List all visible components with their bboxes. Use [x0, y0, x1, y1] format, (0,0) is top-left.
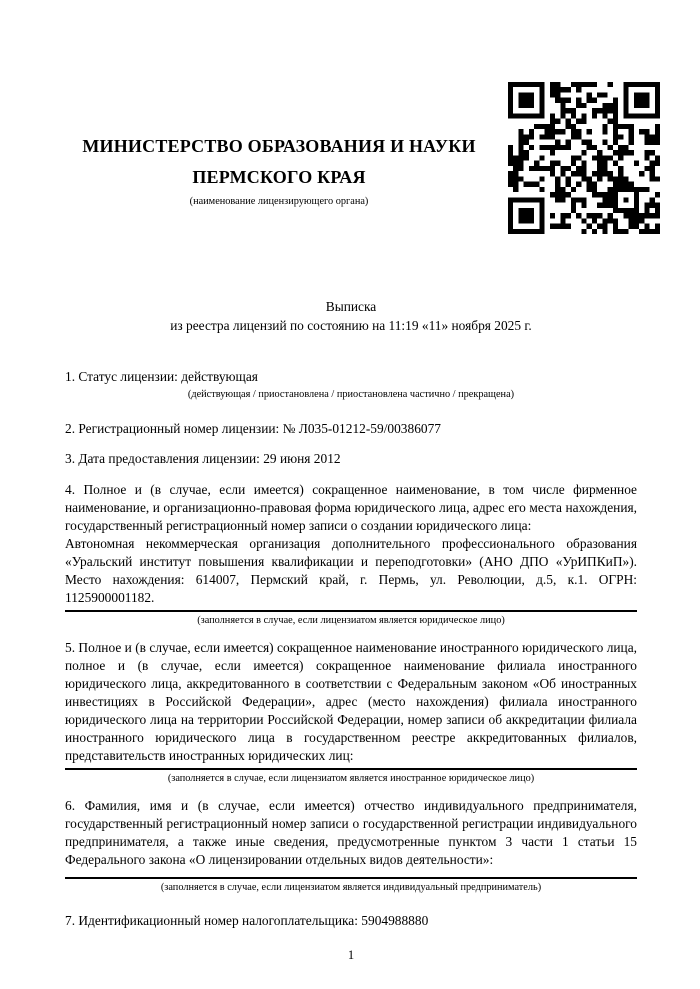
- item-6-fill-in-line: [65, 877, 637, 879]
- page-number: 1: [347, 948, 355, 962]
- item-6-caption: (заполняется в случае, если лицензиатом является индивидуальный предприниматель): [160, 882, 542, 893]
- item-4-text: 4. Полное и (в случае, если имеется) сокращенное наименование, в том числе фирменное наименование, и организационно-правовая форма юридического лица, адрес его места нахождения, государственный регистрационный номер записи о создании юридического лица:: [65, 482, 641, 533]
- ministry-name-line2: ПЕРМСКОГО КРАЯ: [192, 167, 366, 187]
- item-5-foreign-entity: [65, 639, 641, 785]
- item-6-text: 6. Фамилия, имя и (в случае, если имеется) отчество индивидуального предпринимателя, государственный регистрационный номер записи о государственной регистрации индивидуального предпринимателя, а также иные сведения, предусмотренные пунктом 3 части 1 статьи 15 Федерального закона «О лицензировании отдельных видов деятельности»:: [65, 798, 641, 867]
- item-1-license-status: [65, 368, 637, 401]
- qr-code-icon: [508, 82, 660, 234]
- item-3-license-date: [65, 450, 637, 468]
- item-1-text: 1. Статус лицензии: действующая: [65, 369, 258, 384]
- document-header: [65, 0, 637, 240]
- document-title-block: [65, 298, 637, 335]
- item-7-taxpayer-number: [65, 912, 637, 930]
- ministry-caption: (наименование лицензирующего органа): [189, 196, 369, 207]
- item-1-caption: (действующая / приостановлена / приостановлена частично / прекращена): [187, 389, 515, 400]
- item-6-individual-entrepreneur: [65, 797, 641, 894]
- item-7-text: 7. Идентификационный номер налогоплательщика: 5904988880: [65, 913, 429, 928]
- licensing-authority: [65, 0, 493, 208]
- item-5-caption: (заполняется в случае, если лицензиатом является иностранное юридическое лицо): [167, 773, 535, 784]
- item-2-registration-number: [65, 420, 637, 438]
- item-4-legal-entity: [65, 481, 641, 627]
- item-3-text: 3. Дата предоставления лицензии: 29 июня 2012: [65, 451, 341, 466]
- item-4-licensee-value: Автономная некоммерческая организация дополнительного профессионального образования «Уральский институт повышения квалификации и переподготовки» (АНО ДПО «УрИПКиП»). Место нахождения: 614007, Пермский край, г. Пермь, ул. Революции, д.5, к.1. ОГРН: 1125900001182.: [65, 535, 637, 612]
- item-2-text: 2. Регистрационный номер лицензии: № Л035-01212-59/00386077: [65, 421, 441, 436]
- item-5-text: 5. Полное и (в случае, если имеется) сокращенное наименование иностранного юридического лица, полное и (в случае, если имеется) сокращенное наименование филиала иностранного юридического лица, аккредитованного в соответствии с Федеральным законом «Об иностранных инвестициях в Российской Федерации», адрес (место нахождения) филиала иностранного юридического лица на территории Российской Федерации, номер записи об аккредитации филиала иностранного юридического лица в государственном реестре аккредитованных филиалов, представительств иностранных юридических лиц:: [65, 639, 637, 770]
- item-4-caption: (заполняется в случае, если лицензиатом является юридическое лицо): [197, 615, 505, 626]
- ministry-name-line1: МИНИСТЕРСТВО ОБРАЗОВАНИЯ И НАУКИ: [82, 136, 476, 156]
- document-subtitle: из реестра лицензий по состоянию на 11:19 «11» ноября 2025 г.: [170, 318, 532, 333]
- document-title: Выписка: [325, 299, 377, 314]
